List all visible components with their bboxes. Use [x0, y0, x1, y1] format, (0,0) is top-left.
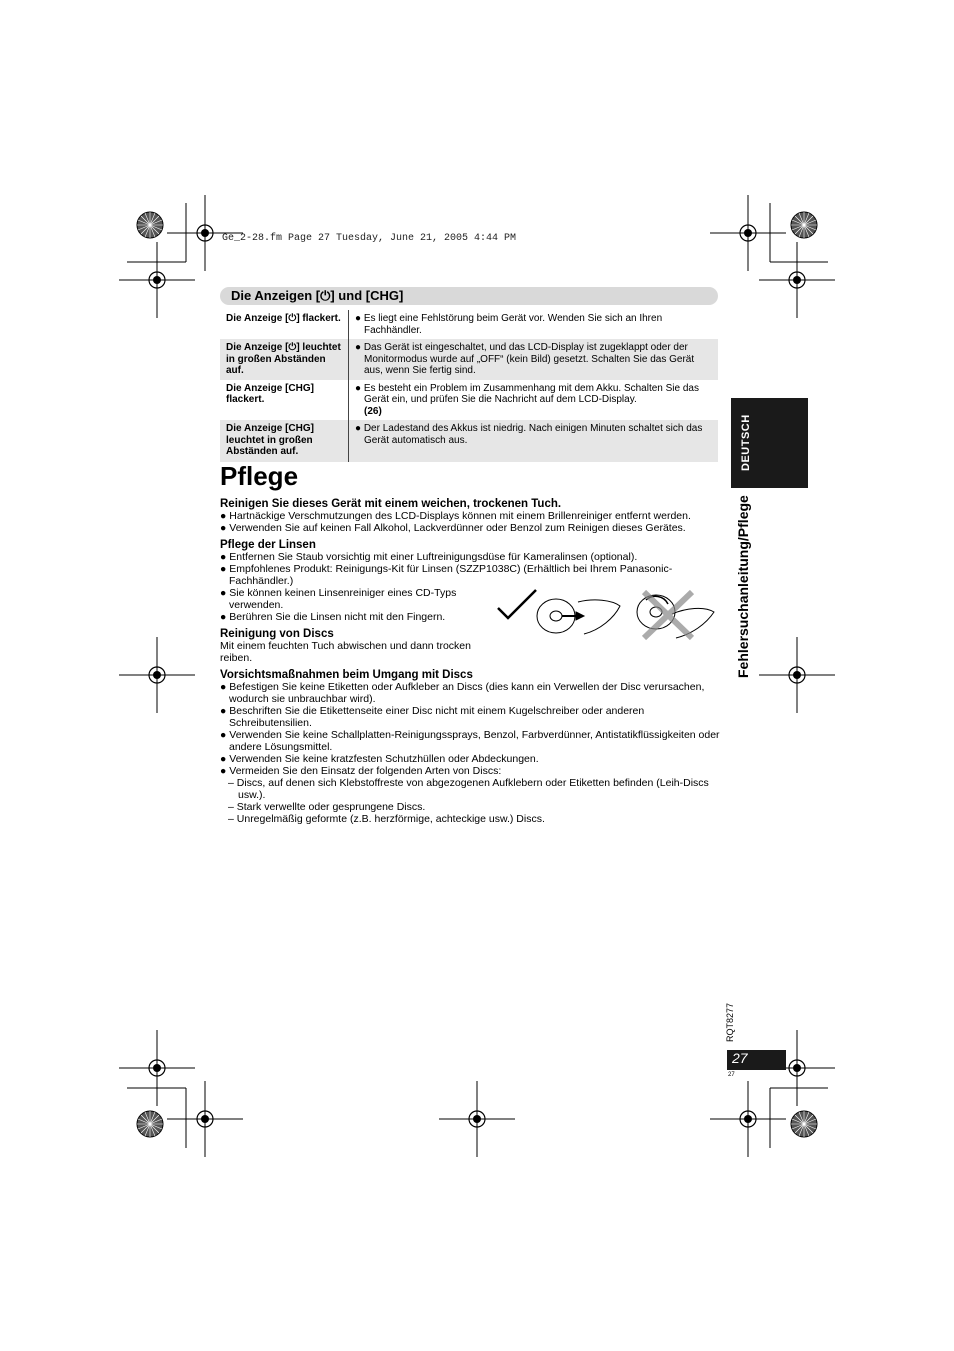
table-row [220, 339, 718, 380]
page-ref: (26) [364, 405, 382, 417]
page-heading: Pflege [220, 461, 299, 491]
section-title: Die Anzeigen [⏻] und [CHG] [231, 288, 404, 303]
bullet: ● [355, 382, 362, 394]
bullet: ● [355, 423, 362, 434]
list-item: ● Empfohlenes Produkt: Reinigungs-Kit für Linsen (SZZP1038C) (Erhältlich bei Ihrem Panasonic-Fachhändler.) [220, 563, 673, 587]
indicator-table [220, 310, 718, 462]
lens-title: Pflege der Linsen [220, 539, 316, 551]
disc-clean-title: Reinigung von Discs [220, 628, 334, 640]
table-label: Die Anzeige [CHG] leuchtet in großen Abständen auf. [220, 420, 349, 462]
table-label: Die Anzeige [⏻] flackert. [220, 310, 349, 339]
list-item: ● Sie können keinen Linsenreiniger eines CD-Typs verwenden. [220, 587, 457, 611]
table-row [220, 420, 718, 462]
list-item: ● Vermeiden Sie den Einsatz der folgenden Arten von Discs: [220, 765, 502, 777]
table-label: Die Anzeige [CHG] flackert. [220, 380, 349, 421]
list-item: – Stark verwellte oder gesprungene Discs. [228, 801, 426, 813]
list-item: ● Berühren Sie die Linsen nicht mit den Fingern. [220, 611, 446, 623]
disc-clean-text: Mit einem feuchten Tuch abwischen und dann trocken reiben. [220, 640, 471, 664]
chapter-title: Fehlersuchanleitung/Pflege [735, 495, 751, 678]
list-item: ● Hartnäckige Verschmutzungen des LCD-Displays können mit einem Brillenreiniger entfernt werden. [220, 510, 691, 522]
file-header: Ge_2-28.fm Page 27 Tuesday, June 21, 2005 4:44 PM [222, 233, 517, 244]
list-item: – Discs, auf denen sich Klebstoffreste von abgezogenen Aufklebern oder Etiketten befinden (Leih-Discs usw.). [228, 777, 709, 801]
table-row [220, 310, 718, 339]
table-text: ● Das Gerät ist eingeschaltet, und das LCD-Display ist zugeklappt oder der Monitormodus wurde auf „OFF“ (kein Bild) gesetzt. Schalten Sie das Gerät aus, wenn Sie fertig sind. [349, 339, 719, 380]
table-text: ● Der Ladestand des Akkus ist niedrig. Nach einigen Minuten schaltet sich das Gerät automatisch aus. [349, 420, 719, 462]
precaution-title: Vorsichtsmaßnahmen beim Umgang mit Discs [220, 669, 473, 681]
language-label: DEUTSCH [740, 414, 752, 472]
bullet: ● [355, 342, 362, 353]
disc-cleaning-illustration [496, 586, 720, 642]
page-number: 27 [732, 1050, 748, 1066]
table-text: ● Es besteht ein Problem im Zusammenhang mit dem Akku. Schalten Sie das Gerät ein, und prüfen Sie die Nachricht auf dem LCD-Display. (26) [355, 382, 699, 417]
checkmark-icon [498, 590, 536, 618]
list-item: ● Verwenden Sie keine kratzfesten Schutzhüllen oder Abdeckungen. [220, 753, 539, 765]
cleaning-title: Reinigen Sie dieses Gerät mit einem weichen, trockenen Tuch. [220, 498, 562, 510]
table-text: ● Es liegt eine Fehlstörung beim Gerät vor. Wenden Sie sich an Ihren Fachhändler. [355, 313, 663, 336]
disc-correct-icon [537, 599, 620, 634]
table-row [220, 380, 718, 421]
list-item: ● Befestigen Sie keine Etiketten oder Aufkleber an Discs (dies kann ein Verwellen der Disc verursachen, wodurch sie unbrauchbar wird). [220, 681, 705, 705]
care-section [220, 498, 720, 825]
list-item: ● Verwenden Sie auf keinen Fall Alkohol, Lackverdünner oder Benzol zum Reinigen dieses Gerätes. [220, 522, 686, 534]
table-label: Die Anzeige [⏻] leuchtet in großen Abständen auf. [220, 339, 349, 380]
list-item: ● Beschriften Sie die Etikettenseite einer Disc nicht mit einem Kugelschreiber oder anderen Schreibutensilien. [220, 705, 645, 729]
disc-wrong-icon [637, 592, 714, 638]
list-item: – Unregelmäßig geformte (z.B. herzförmige, achteckige usw.) Discs. [228, 813, 545, 825]
bullet: ● [355, 313, 362, 324]
list-item: ● Entfernen Sie Staub vorsichtig mit einer Luftreinigungsdüse für Kameralinsen (optional). [220, 551, 638, 563]
doc-code: RQT8277 [725, 1002, 735, 1042]
page-number-small: 27 [728, 1072, 735, 1078]
list-item: ● Verwenden Sie keine Schallplatten-Reinigungssprays, Benzol, Farbverdünner, Antistatikflüssigkeiten oder andere Lösungsmittel. [220, 729, 720, 753]
